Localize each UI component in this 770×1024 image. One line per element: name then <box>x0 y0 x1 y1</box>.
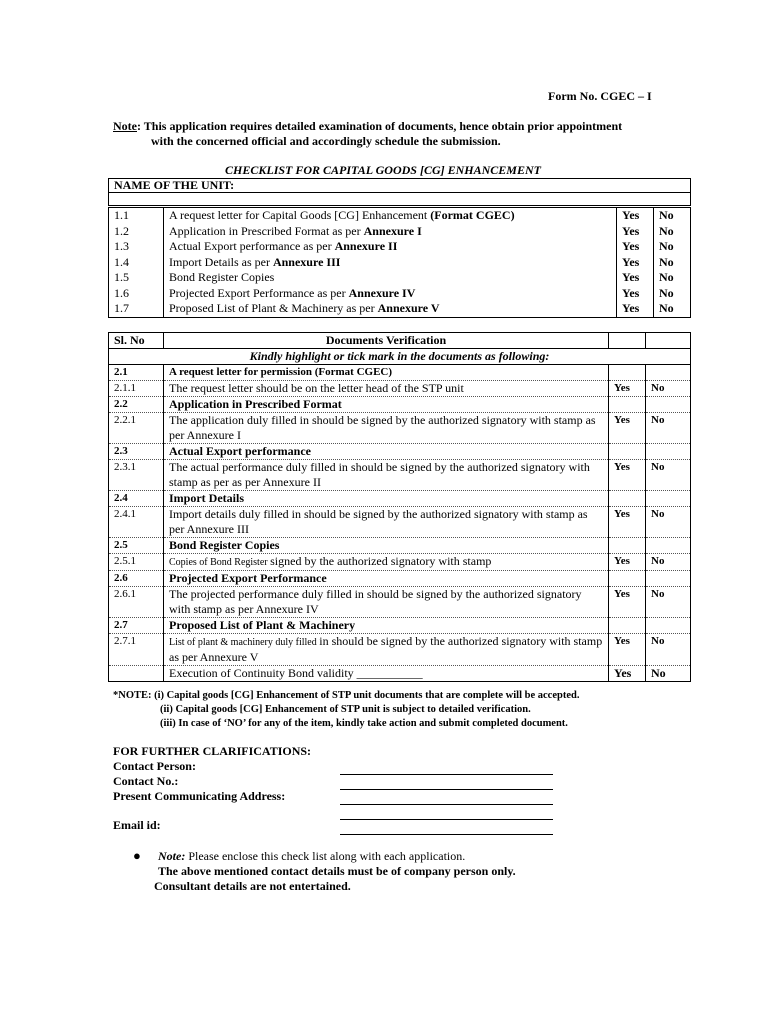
checklist-title: CHECKLIST FOR CAPITAL GOODS [CG] ENHANCEMENT <box>225 163 541 177</box>
yes-option[interactable]: Yes <box>617 224 654 240</box>
section-row <box>109 538 691 554</box>
sl-no-header: Sl. No <box>109 333 164 349</box>
item-row <box>109 554 691 571</box>
footnote-1: *NOTE: (i) Capital goods [CG] Enhancement of STP unit documents that are complete will be accepted. <box>113 690 580 701</box>
no-option[interactable]: No <box>646 460 691 491</box>
section-number: 2.1 <box>109 365 164 381</box>
item-text: Projected Export Performance as per Annexure IV <box>164 286 617 302</box>
yes-option[interactable]: Yes <box>609 460 646 491</box>
section-row <box>109 365 691 381</box>
item-text: A request letter for Capital Goods [CG] Enhancement (Format CGEC) <box>164 208 617 224</box>
no-option[interactable]: No <box>646 507 691 538</box>
section-number: 2.2 <box>109 397 164 413</box>
item-number: 2.6.1 <box>109 587 164 618</box>
section-number: 2.3 <box>109 444 164 460</box>
item-number: 1.2 <box>109 224 164 240</box>
item-text: Copies of Bond Register signed by the authorized signatory with stamp <box>164 554 609 571</box>
address-field-1[interactable] <box>340 790 553 805</box>
checklist-table <box>108 207 691 318</box>
application-note <box>113 119 673 149</box>
form-number: Form No. CGEC – I <box>548 89 652 103</box>
no-header <box>646 333 691 349</box>
no-option[interactable]: No <box>654 239 691 255</box>
item-text: The application duly filled in should be signed by the authorized signatory with stamp as per Annexure I <box>164 413 609 444</box>
checklist-row <box>109 255 691 271</box>
email-label: Email id: <box>113 818 161 832</box>
item-number: 1.3 <box>109 239 164 255</box>
section-title: Import Details <box>164 491 609 507</box>
item-text: The actual performance duly filled in should be signed by the authorized signatory with stamp as per as per Annexure II <box>164 460 609 491</box>
bottom-note-line-3: Consultant details are not entertained. <box>154 879 351 893</box>
yes-header <box>609 333 646 349</box>
bullet-icon: ● <box>133 848 141 863</box>
item-row <box>109 413 691 444</box>
continuity-bond-text: Execution of Continuity Bond validity ___________ <box>164 666 609 682</box>
item-number: 2.7.1 <box>109 634 164 666</box>
item-number: 2.1.1 <box>109 381 164 397</box>
clarification-fields <box>340 760 553 835</box>
yes-option[interactable]: Yes <box>617 239 654 255</box>
item-row <box>109 381 691 397</box>
item-text: The projected performance duly filled in should be signed by the authorized signatory with stamp as per Annexure IV <box>164 587 609 618</box>
checklist-row <box>109 270 691 286</box>
item-number: 1.5 <box>109 270 164 286</box>
no-option[interactable]: No <box>654 224 691 240</box>
section-title: Application in Prescribed Format <box>164 397 609 413</box>
yes-option[interactable]: Yes <box>609 587 646 618</box>
section-title: Bond Register Copies <box>164 538 609 554</box>
section-number: 2.6 <box>109 571 164 587</box>
email-field[interactable] <box>340 820 553 835</box>
item-number: 2.2.1 <box>109 413 164 444</box>
item-text: Proposed List of Plant & Machinery as per Annexure V <box>164 301 617 317</box>
item-number: 2.4.1 <box>109 507 164 538</box>
item-number: 1.7 <box>109 301 164 317</box>
item-row <box>109 587 691 618</box>
section-number: 2.4 <box>109 491 164 507</box>
checklist-row <box>109 208 691 224</box>
no-option[interactable]: No <box>654 208 691 224</box>
clarifications-block <box>113 744 311 833</box>
note-label: Note <box>113 119 137 133</box>
item-number: 2.3.1 <box>109 460 164 491</box>
unit-name-label: NAME OF THE UNIT: <box>109 179 691 193</box>
section-number: 2.7 <box>109 618 164 634</box>
instruction-text: Kindly highlight or tick mark in the documents as following: <box>109 349 691 365</box>
yes-option[interactable]: Yes <box>609 381 646 397</box>
yes-option[interactable]: Yes <box>617 255 654 271</box>
documents-verification-table <box>108 332 691 682</box>
section-number: 2.5 <box>109 538 164 554</box>
yes-option[interactable]: Yes <box>609 554 646 571</box>
contact-person-label: Contact Person: <box>113 759 196 773</box>
section-row <box>109 397 691 413</box>
item-number: 1.4 <box>109 255 164 271</box>
yes-option[interactable]: Yes <box>609 634 646 666</box>
no-option[interactable]: No <box>646 381 691 397</box>
section-row <box>109 444 691 460</box>
bottom-note-line-1: Note: Please enclose this check list along with each application. <box>158 849 466 863</box>
section-row <box>109 618 691 634</box>
section-row <box>109 571 691 587</box>
yes-option[interactable]: Yes <box>609 666 646 682</box>
unit-name-field[interactable] <box>109 193 691 206</box>
yes-option[interactable]: Yes <box>617 208 654 224</box>
instruction-row <box>109 349 691 365</box>
section-title: A request letter for permission (Format CGEC) <box>164 365 609 381</box>
item-number: 1.1 <box>109 208 164 224</box>
item-number: 1.6 <box>109 286 164 302</box>
no-option[interactable]: No <box>654 301 691 317</box>
item-text: The request letter should be on the letter head of the STP unit <box>164 381 609 397</box>
item-number: 2.5.1 <box>109 554 164 571</box>
contact-no-label: Contact No.: <box>113 774 179 788</box>
section-title: Proposed List of Plant & Machinery <box>164 618 609 634</box>
item-row <box>109 507 691 538</box>
no-option[interactable]: No <box>646 413 691 444</box>
yes-option[interactable]: Yes <box>617 301 654 317</box>
no-option[interactable]: No <box>646 634 691 666</box>
item-text: Actual Export performance as per Annexure II <box>164 239 617 255</box>
yes-option[interactable]: Yes <box>617 270 654 286</box>
item-text: List of plant & machinery duly filled in should be signed by the authorized signatory with stamp as per Annexure V <box>164 634 609 666</box>
checklist-row <box>109 301 691 317</box>
item-text: Import Details as per Annexure III <box>164 255 617 271</box>
yes-option[interactable]: Yes <box>617 286 654 302</box>
no-option[interactable]: No <box>654 255 691 271</box>
footnotes <box>113 689 579 731</box>
continuity-bond-row <box>109 666 691 682</box>
footnote-3: (iii) In case of ‘NO’ for any of the item, kindly take action and submit completed document. <box>160 718 568 729</box>
section-title: Actual Export performance <box>164 444 609 460</box>
bottom-note-line-2: The above mentioned contact details must be of company person only. <box>158 864 516 878</box>
contact-no-field[interactable] <box>340 775 553 790</box>
item-text: Application in Prescribed Format as per Annexure I <box>164 224 617 240</box>
no-option[interactable]: No <box>654 270 691 286</box>
documents-verification-header: Documents Verification <box>164 333 609 349</box>
item-row <box>109 634 691 666</box>
item-row <box>109 460 691 491</box>
section-title: Projected Export Performance <box>164 571 609 587</box>
yes-option[interactable]: Yes <box>609 413 646 444</box>
no-option[interactable]: No <box>654 286 691 302</box>
table-header-row <box>109 333 691 349</box>
footnote-2: (ii) Capital goods [CG] Enhancement of STP unit is subject to detailed verification. <box>160 704 531 715</box>
no-option[interactable]: No <box>646 587 691 618</box>
unit-name-table <box>108 178 691 206</box>
note-line-1: : This application requires detailed examination of documents, hence obtain prior appointment <box>137 119 623 133</box>
item-text: Bond Register Copies <box>164 270 617 286</box>
clarifications-heading: FOR FURTHER CLARIFICATIONS: <box>113 744 312 758</box>
address-field-2[interactable] <box>340 805 553 820</box>
yes-option[interactable]: Yes <box>609 507 646 538</box>
contact-person-field[interactable] <box>340 760 553 775</box>
address-label: Present Communicating Address: <box>113 789 286 803</box>
note-line-2: with the concerned official and accordingly schedule the submission. <box>151 134 501 148</box>
checklist-row <box>109 239 691 255</box>
section-row <box>109 491 691 507</box>
item-text: Import details duly filled in should be signed by the authorized signatory with stamp as per Annexure III <box>164 507 609 538</box>
checklist-row <box>109 224 691 240</box>
checklist-row <box>109 286 691 302</box>
no-option[interactable]: No <box>646 666 691 682</box>
no-option[interactable]: No <box>646 554 691 571</box>
